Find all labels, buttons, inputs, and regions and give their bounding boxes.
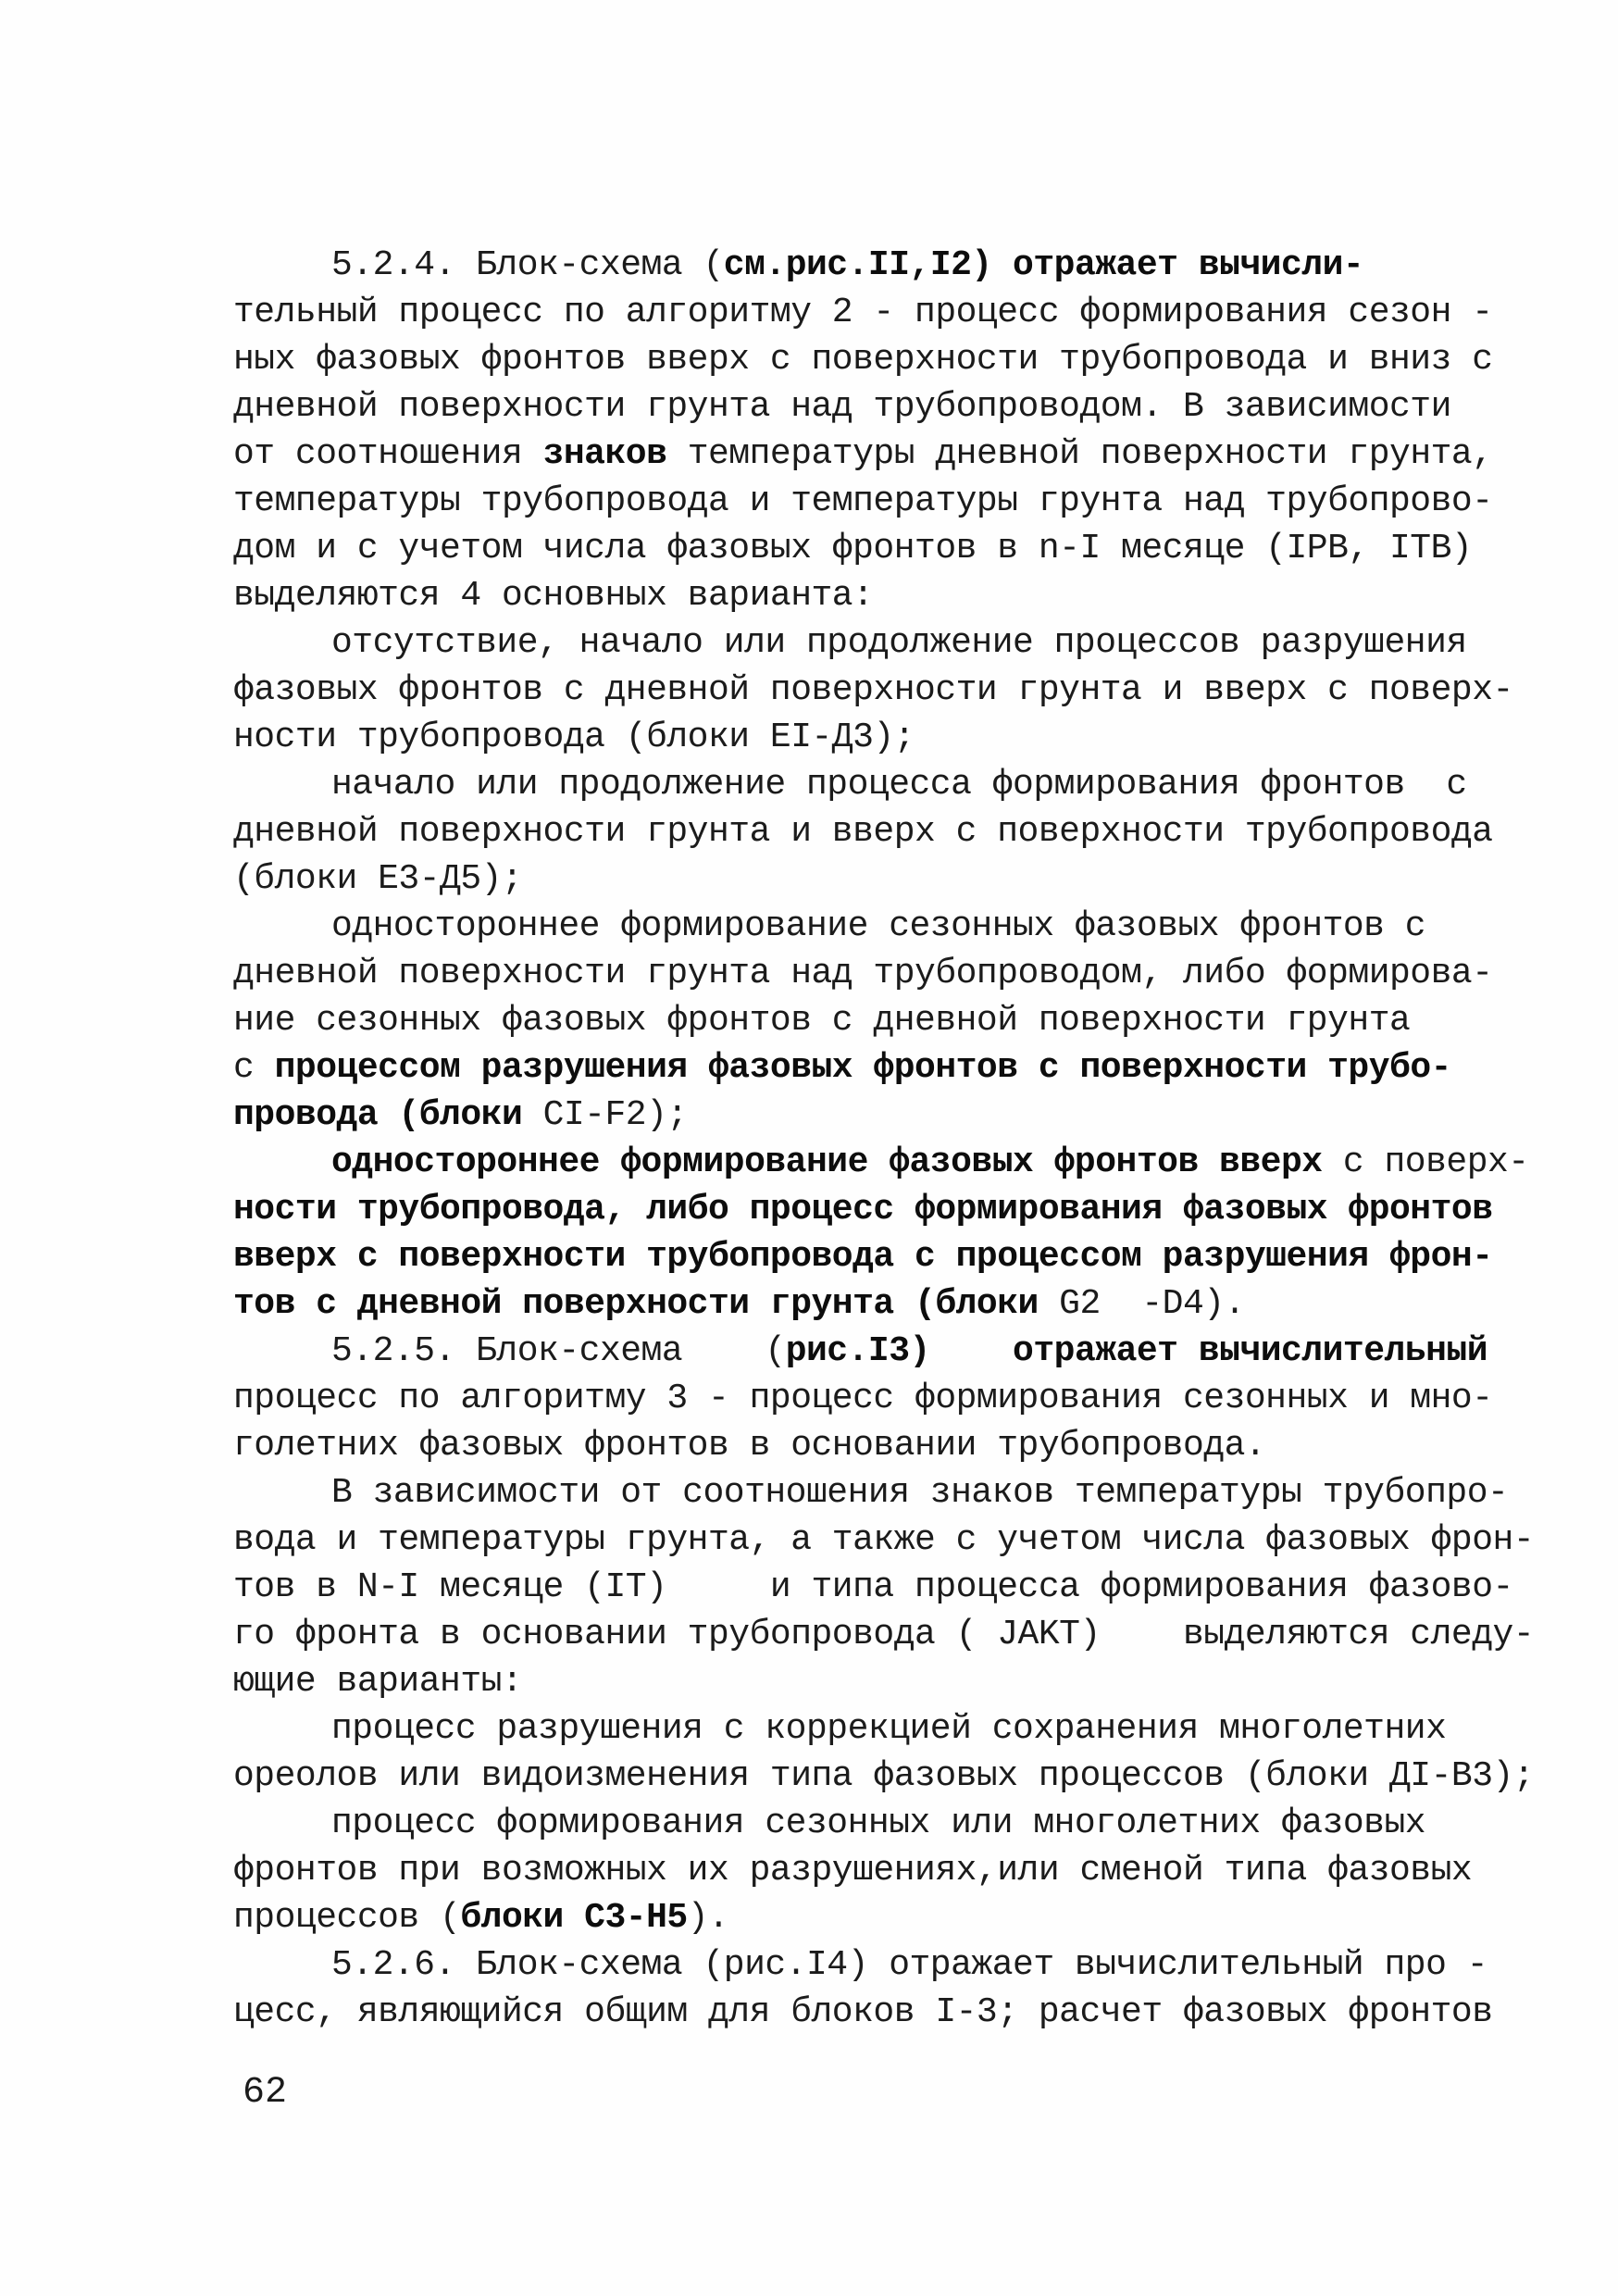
text-line: 5.2.4. Блок-схема (см.рис.II,I2) отражает вычисли- (331, 245, 1364, 285)
text-line: ных фазовых фронтов вверх с поверхности трубопровода и вниз с (233, 340, 1493, 380)
text-line: процессов (блоки С3-Н5). (233, 1898, 729, 1938)
text-line: (блоки E3-Д5); (233, 859, 523, 899)
text-line: ности трубопровода (блоки EI-Д3); (233, 718, 915, 757)
text-line: В зависимости от соотношения знаков температуры трубопро- (331, 1473, 1509, 1513)
text-line: тов с дневной поверхности грунта (блоки G2 -D4). (233, 1284, 1245, 1324)
text-line: с процессом разрушения фазовых фронтов с поверхности трубо- (233, 1048, 1451, 1088)
text-line: выделяются 4 основных варианта: (233, 576, 874, 616)
text-line: тов в N-I месяце (IT) и типа процесса формирования фазово- (233, 1567, 1513, 1607)
text-line: тельный процесс по алгоритму 2 - процесс формирования сезон - (233, 293, 1493, 332)
text-line: вверх с поверхности трубопровода с процессом разрушения фрон- (233, 1237, 1493, 1277)
text-line: голетних фазовых фронтов в основании трубопровода. (233, 1426, 1266, 1466)
text-line: цесс, являющийся общим для блоков I-3; расчет фазовых фронтов (233, 1992, 1493, 2032)
text-line: одностороннее формирование фазовых фронтов вверх с поверх- (331, 1142, 1529, 1182)
text-line: ющие варианты: (233, 1662, 523, 1702)
text-line: одностороннее формирование сезонных фазовых фронтов с (331, 906, 1426, 946)
text-line: ности трубопровода, либо процесс формирования фазовых фронтов (233, 1190, 1493, 1229)
text-line: вода и температуры грунта, а также с учетом числа фазовых фрон- (233, 1520, 1535, 1560)
text-line: процесс по алгоритму 3 - процесс формирования сезонных и мно- (233, 1379, 1493, 1418)
text-line: 5.2.6. Блок-схема (рис.I4) отражает вычислительный про - (331, 1945, 1488, 1985)
text-line: го фронта в основании трубопровода ( JAKT) выделяются следу- (233, 1615, 1535, 1654)
text-line: от соотношения знаков температуры дневной поверхности грунта, (233, 434, 1493, 474)
text-line: процесс разрушения с коррекцией сохранения многолетних (331, 1709, 1447, 1749)
text-line: дневной поверхности грунта и вверх с поверхности трубопровода (233, 812, 1493, 852)
text-line: отсутствие, начало или продолжение процессов разрушения (331, 623, 1467, 663)
text-line: температуры трубопровода и температуры грунта над трубопрово- (233, 481, 1493, 521)
text-line: провода (блоки CI-F2); (233, 1095, 688, 1135)
page-number: 62 (243, 2072, 288, 2114)
text-line: дневной поверхности грунта над трубопроводом. В зависимости (233, 387, 1451, 427)
text-line: 5.2.5. Блок-схема (рис.I3) отражает вычислительный (331, 1331, 1488, 1371)
text-line: ореолов или видоизменения типа фазовых процессов (блоки ДI-В3); (233, 1756, 1535, 1796)
text-line: дом и с учетом числа фазовых фронтов в n-I месяце (IPB, ITB) (233, 529, 1473, 568)
text-line: фронтов при возможных их разрушениях,или сменой типа фазовых (233, 1851, 1473, 1890)
text-line: фазовых фронтов с дневной поверхности грунта и вверх с поверх- (233, 670, 1513, 710)
text-line: начало или продолжение процесса формирования фронтов с (331, 765, 1467, 805)
text-line: дневной поверхности грунта над трубопроводом, либо формирова- (233, 954, 1493, 993)
text-line: процесс формирования сезонных или многолетних фазовых (331, 1803, 1426, 1843)
text-line: ние сезонных фазовых фронтов с дневной поверхности грунта (233, 1001, 1411, 1041)
